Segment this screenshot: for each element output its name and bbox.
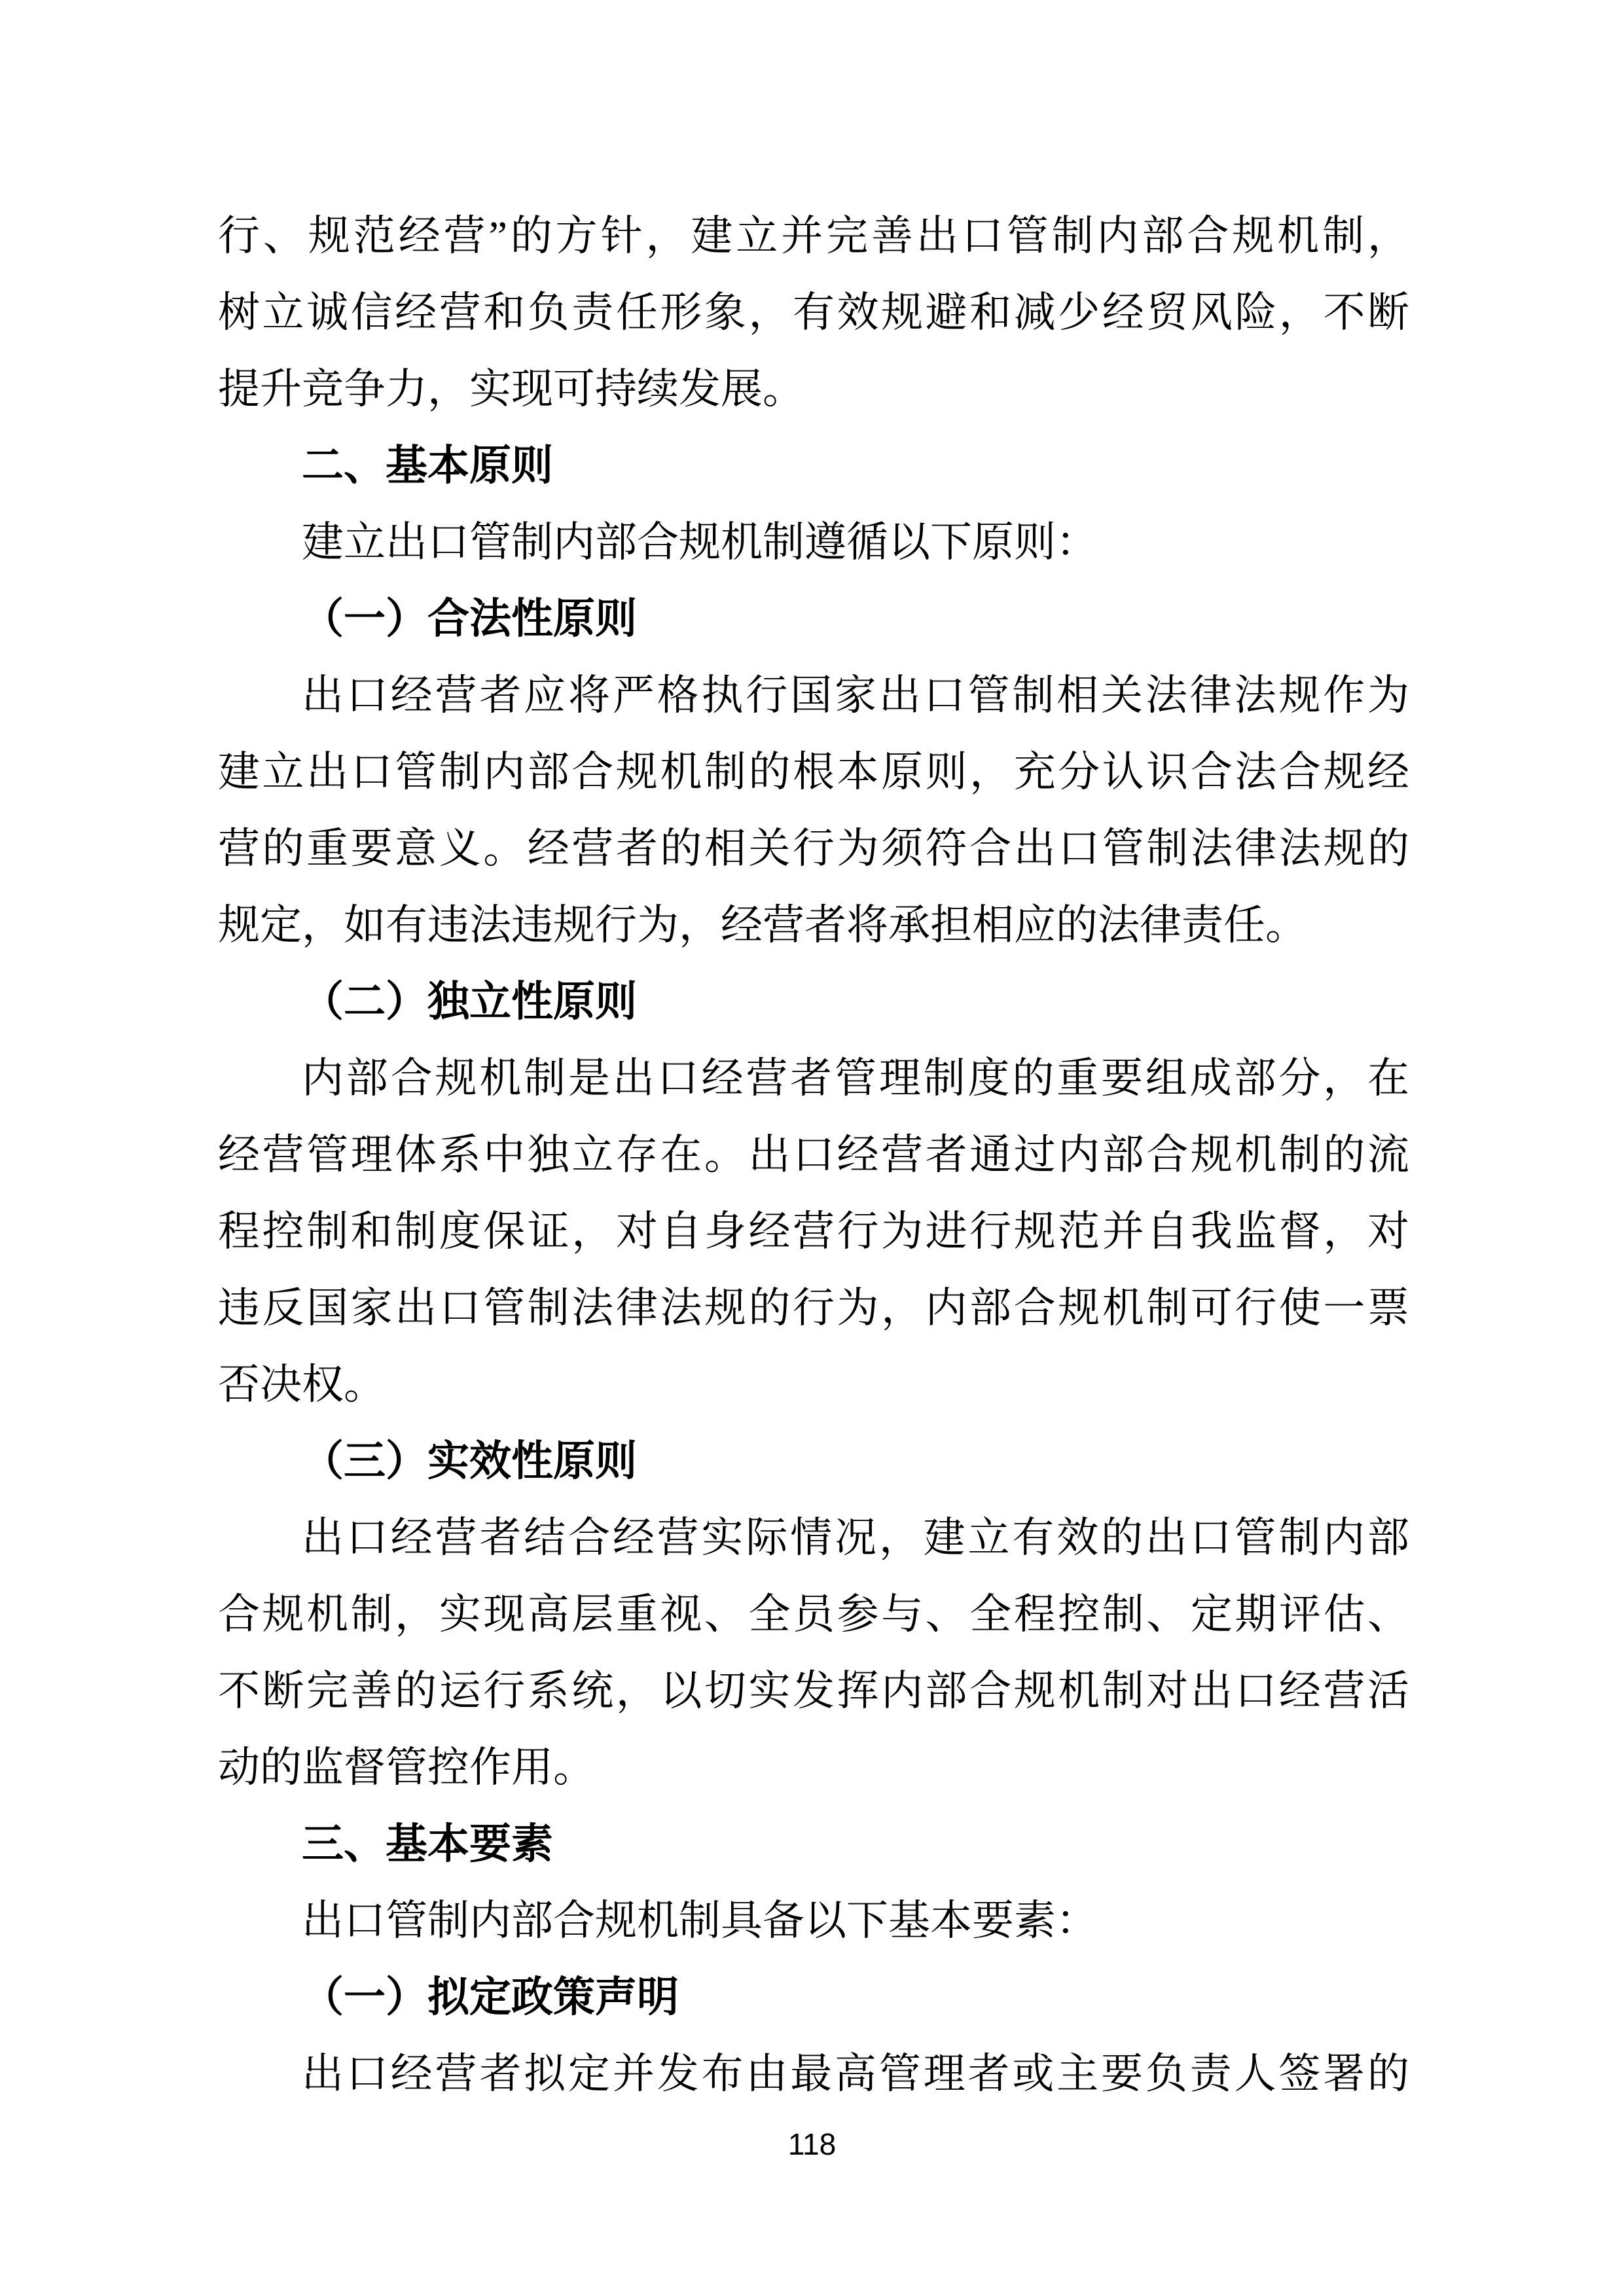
body-text-line: 违反国家出口管制法律法规的行为，内部合规机制可行使一票 (218, 1285, 1409, 1331)
body-text-line: 程控制和制度保证，对自身经营行为进行规范并自我监督，对 (218, 1208, 1409, 1255)
section-heading: （一）合法性原则 (302, 596, 637, 642)
document-body (218, 198, 1409, 2112)
body-text-line: 否决权。 (218, 1361, 386, 1408)
body-text-line: 提升竞争力，实现可持续发展。 (218, 366, 804, 412)
body-text-line: 营的重要意义。经营者的相关行为须符合出口管制法律法规的 (218, 825, 1409, 872)
body-text-line: 建立出口管制内部合规机制遵循以下原则： (302, 519, 1098, 565)
page-number: 118 (787, 2127, 837, 2161)
section-heading: （三）实效性原则 (302, 1438, 637, 1484)
section-heading: （二）独立性原则 (302, 978, 637, 1025)
body-text-line: 经营管理体系中独立存在。出口经营者通过内部合规机制的流 (218, 1132, 1409, 1178)
section-heading: （一）拟定政策声明 (302, 1974, 679, 2020)
body-text-line: 合规机制，实现高层重视、全员参与、全程控制、定期评估、 (218, 1591, 1409, 1638)
body-text-line: 内部合规机制是出口经营者管理制度的重要组成部分，在 (302, 1055, 1409, 1102)
body-text-line: 动的监督管控作用。 (218, 1744, 595, 1791)
body-text-line: 建立出口管制内部合规机制的根本原则，充分认识合法合规经 (218, 749, 1409, 795)
body-text-line: 不断完善的运行系统，以切实发挥内部合规机制对出口经营活 (218, 1668, 1409, 1714)
body-text-line: 出口经营者应将严格执行国家出口管制相关法律法规作为 (302, 672, 1409, 719)
body-text-line: 树立诚信经营和负责任形象，有效规避和减少经贸风险，不断 (218, 289, 1409, 336)
section-heading: 三、基本要素 (302, 1821, 553, 1867)
section-heading: 二、基本原则 (302, 442, 553, 489)
body-text-line: 出口经营者结合经营实际情况，建立有效的出口管制内部 (302, 1515, 1409, 1561)
body-text-line: 出口经营者拟定并发布由最高管理者或主要负责人签署的 (302, 2051, 1409, 2097)
body-text-line: 出口管制内部合规机制具备以下基本要素： (302, 1897, 1098, 1944)
body-text-line: 行、规范经营”的方针，建立并完善出口管制内部合规机制， (218, 213, 1409, 259)
body-text-line: 规定，如有违法违规行为，经营者将承担相应的法律责任。 (218, 902, 1307, 948)
